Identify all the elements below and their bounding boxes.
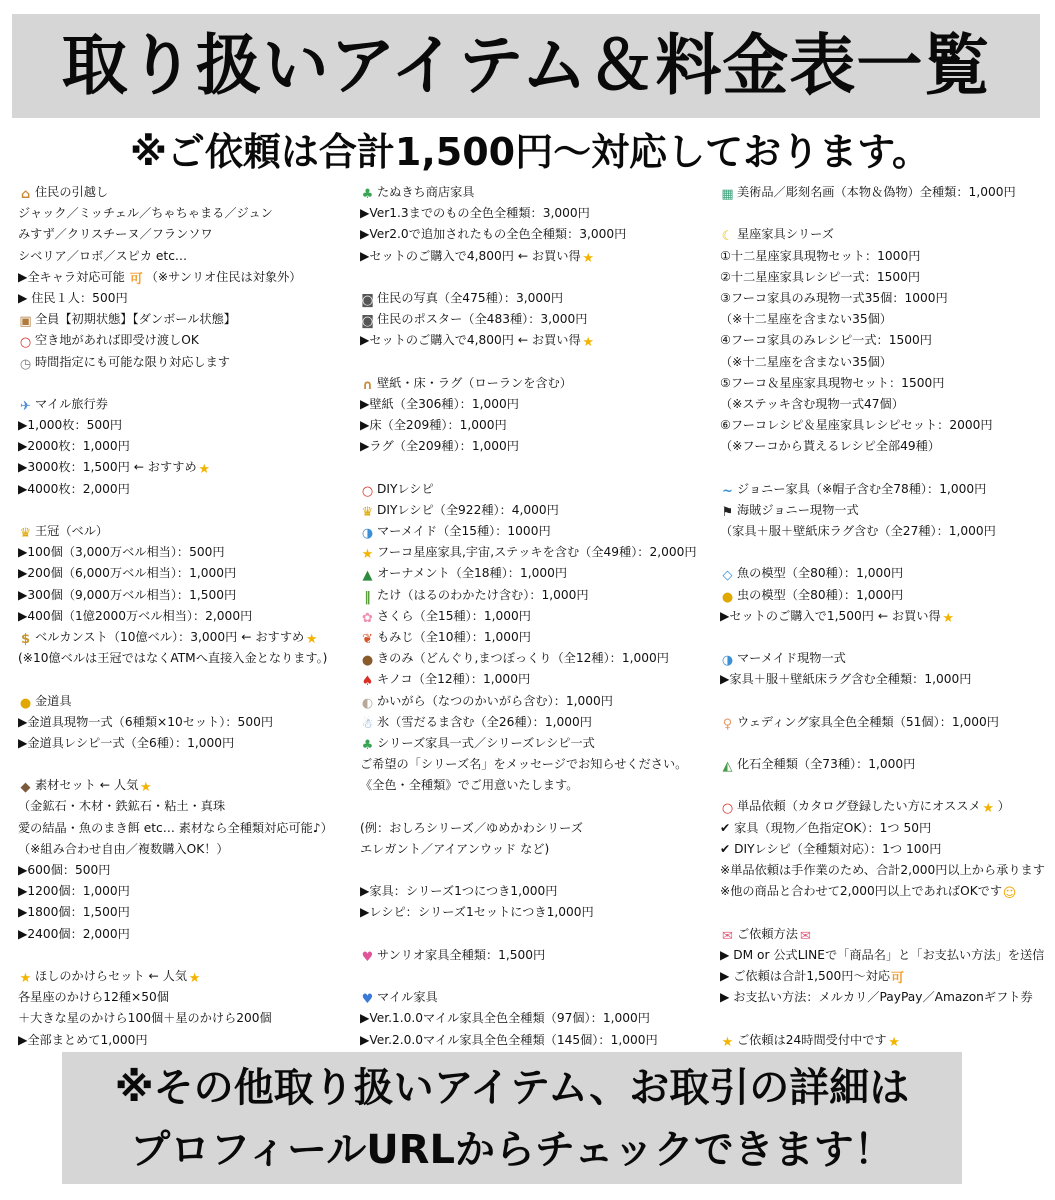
bee-icon: ●: [721, 589, 734, 605]
line-text: ▶400個（1億2000万ベル相当）：2,000円: [18, 608, 253, 623]
price-list-line: [720, 415, 1055, 436]
price-list-line: [360, 373, 725, 394]
mermaid-icon: ◑: [361, 526, 374, 541]
price-list-line: [18, 860, 353, 881]
price-list-line: [18, 691, 353, 712]
line-text: （※十二星座を含まない35個）: [720, 312, 892, 327]
line-text: シベリア／ロボ／スピカ etc…: [18, 248, 188, 263]
price-list-line: [720, 288, 1055, 309]
price-list-line: [18, 521, 353, 542]
line-text: ▶床（全209種）：1,000円: [360, 418, 507, 433]
price-list-line: [18, 1008, 353, 1029]
line-text: ▶セットのご購入で4,800円 ← お買い得: [360, 333, 581, 348]
line-text: ご依頼方法: [737, 926, 798, 941]
price-list-line: [720, 966, 1055, 987]
bride-icon: ♀: [722, 716, 733, 732]
spacer: [360, 966, 725, 987]
line-text: （家具＋服＋壁紙床ラグ含む（全27種）：1,000円: [720, 524, 996, 538]
price-list-line: [720, 563, 1055, 584]
price-list-line: [18, 267, 353, 288]
spacer: [720, 1008, 1055, 1029]
price-list-line: [360, 436, 725, 457]
price-list-line: [360, 1008, 725, 1029]
bamboo-icon: ‖: [364, 589, 371, 605]
star-icon: ★: [305, 631, 318, 647]
line-text: 美術品／彫刻名画（本物＆偽物）全種類：1,000円: [737, 185, 1016, 199]
line-text: 金道具: [35, 693, 72, 708]
price-list-line: [720, 182, 1055, 203]
star-icon: ★: [942, 610, 954, 626]
price-list-line: [18, 352, 353, 373]
line-text: 化石全種類（全73種）：1,000円: [737, 757, 916, 772]
love-letter-icon: ✉: [722, 928, 733, 944]
line-text: ▶全部まとめて1,000円: [18, 1032, 148, 1047]
line-text-suffix: （※サンリオ住民は対象外）: [145, 269, 302, 284]
price-list-line: [720, 987, 1055, 1008]
line-text: （※ステッキ含む現物一式47個）: [720, 396, 904, 411]
price-list-line: [360, 203, 725, 224]
price-list-line: [18, 966, 353, 987]
line-text: 虫の模型（全80種）：1,000円: [737, 587, 904, 602]
price-list-line: [360, 394, 725, 415]
line-text: 住民の引越し: [35, 185, 109, 199]
price-list-line: [18, 246, 353, 267]
price-list-line: [18, 288, 353, 309]
price-list-line: [720, 373, 1055, 394]
price-list-line: [360, 669, 725, 690]
line-text: ⑥フーコレシピ＆星座家具レシピセット：2000円: [720, 418, 993, 433]
footer-text-line-2: プロフィールURLからチェックできます！: [130, 1127, 894, 1173]
price-list-line: [720, 648, 1055, 669]
line-text: DIYレシピ: [377, 481, 434, 496]
price-list-line: [720, 479, 1055, 500]
line-text: ベルカンスト（10億ベル）：3,000円 ← おすすめ: [35, 629, 305, 644]
line-text: ▶ラグ（全209種）：1,000円: [360, 439, 519, 454]
line-text: 王冠（ベル）: [35, 524, 109, 538]
line-text: ご依頼は24時間受付中です: [737, 1032, 887, 1047]
price-list-line: [18, 1030, 353, 1051]
line-text: ジャック／ミッチェル／ちゃちゃまる／ジュン: [18, 206, 273, 221]
line-text: ②十二星座家具レシピ一式：1500円: [720, 269, 921, 284]
price-list-line: [720, 796, 1055, 817]
dolphin-icon: ~: [722, 483, 733, 499]
line-text: 時間指定にも可能な限り対応します: [35, 354, 230, 369]
spacer: [18, 945, 353, 966]
line-text: 壁紙・床・ラグ（ローランを含む）: [377, 375, 572, 390]
price-list-line: [720, 754, 1055, 775]
line-text: ✔ DIYレシピ（全種類対応）：1つ 100円: [720, 841, 942, 856]
line-text: (例：おしろシリーズ／ゆめかわシリーズ: [360, 820, 583, 835]
spacer: [720, 457, 1055, 478]
price-list-line: [720, 818, 1055, 839]
column-middle: [360, 182, 725, 1051]
price-list-line: [18, 712, 353, 733]
price-list-line: [18, 457, 353, 478]
star-icon: ★: [582, 335, 594, 351]
line-text: 愛の結晶・魚のまき餌 etc… 素材なら全種類対応可能♪）: [18, 820, 333, 835]
ka-badge-icon: 可: [129, 271, 143, 287]
moon-icon: ☾: [721, 229, 734, 245]
medal-icon: ●: [19, 695, 32, 711]
line-text: キノコ（全12種）：1,000円: [377, 672, 531, 687]
line-text: マーメイド（全15種）：1000円: [377, 524, 551, 538]
spacer: [720, 627, 1055, 648]
price-list-line: [360, 691, 725, 712]
price-list-line: [360, 500, 725, 521]
line-text: ▶2400個：2,000円: [18, 926, 130, 941]
price-list-line: [360, 987, 725, 1008]
price-list-line: [720, 860, 1055, 881]
spacer: [360, 352, 725, 373]
line-text: たぬきち商店家具: [377, 185, 475, 199]
price-list-line: [360, 775, 725, 796]
price-list-line: [18, 924, 353, 945]
camera-icon: ◙: [361, 292, 374, 308]
line-text: ▶600個：500円: [18, 863, 111, 877]
shell-icon: ◐: [361, 695, 374, 711]
rock-icon: ◆: [20, 780, 31, 796]
mermaid-icon: ◑: [721, 653, 734, 669]
price-list-line: [360, 902, 725, 923]
price-list-line: [18, 627, 353, 648]
love-letter-icon: ✉: [799, 928, 811, 944]
price-list-line: [360, 246, 725, 267]
line-text: シリーズ家具一式／シリーズレシピ一式: [377, 735, 595, 750]
blue-heart-icon: ♥: [361, 992, 374, 1008]
painting-icon: ▦: [721, 187, 734, 202]
price-list-line: [720, 839, 1055, 860]
star-icon: ★: [19, 970, 32, 986]
line-text: ①十二星座家具現物セット：1000円: [720, 248, 921, 263]
line-text: マーメイド現物一式: [737, 651, 846, 666]
price-list-line: [18, 182, 353, 203]
price-list-line: [360, 563, 725, 584]
price-list-line: [360, 733, 725, 754]
blossom-icon: ✿: [362, 610, 373, 626]
footer-text-line-1: ※その他取り扱いアイテム、お取引の詳細は: [114, 1065, 910, 1111]
price-list-line: [720, 330, 1055, 351]
price-list-line: [18, 818, 353, 839]
dinosaur-icon: ◭: [722, 759, 733, 775]
line-text: 各星座のかけら12種×50個: [18, 990, 169, 1005]
price-list-line: [18, 203, 353, 224]
line-text: エレガント／アイアンウッド など): [360, 841, 550, 856]
price-list-line: [360, 330, 725, 351]
line-text: DIYレシピ（全922種）：4,000円: [377, 502, 559, 517]
line-text: (※10億ベルは王冠ではなくATMへ直接入金となります。): [18, 651, 328, 666]
price-list-line: [720, 606, 1055, 627]
column-left: [18, 182, 353, 1051]
tree-icon: ▲: [362, 568, 373, 584]
maple-leaf-icon: ❦: [362, 631, 373, 647]
price-list-line: [18, 394, 353, 415]
star-icon: ★: [188, 970, 201, 986]
price-list-line: [360, 754, 725, 775]
line-text: 住民の写真（全475種）：3,000円: [377, 290, 564, 305]
line-text: ▶1800個：1,500円: [18, 905, 130, 920]
line-text: ▶金道具レシピ一式（全6種）：1,000円: [18, 735, 235, 750]
price-list-line: [18, 330, 353, 351]
line-text: 魚の模型（全80種）：1,000円: [737, 566, 904, 581]
line-text: もみじ（全10種）：1,000円: [377, 629, 531, 644]
line-text: ▶300個（9,000万ベル相当）：1,500円: [18, 587, 237, 602]
line-text: （※組み合わせ自由／複数購入OK！）: [18, 841, 229, 856]
line-text: 《全色・全種類》でご用意いたします。: [360, 778, 579, 793]
line-text: ▶Ver.2.0.0マイル家具全色全種類（145個）：1,000円: [360, 1032, 658, 1047]
line-text: ▶ 住民１人：500円: [18, 290, 128, 305]
price-list-line: [360, 288, 725, 309]
price-list-line: [18, 987, 353, 1008]
line-text: ▶家具：シリーズ1つにつき1,000円: [360, 884, 558, 899]
price-list-line: [360, 606, 725, 627]
line-text: ▶ DM or 公式LINEで「商品名」と「お支払い方法」を送信: [720, 947, 1045, 962]
fish-icon: ◇: [722, 568, 733, 584]
spacer: [360, 457, 725, 478]
price-list-line: [720, 585, 1055, 606]
pink-heart-icon: ♥: [361, 949, 374, 965]
line-text: ▶ ご依頼は合計1,500円〜対応: [720, 968, 891, 983]
line-text: ✔ 家具（現物／色指定OK）：1つ 50円: [720, 820, 932, 835]
crown-icon: ♛: [361, 504, 374, 520]
line-text: ▶1200個：1,000円: [18, 884, 130, 899]
price-list-line: [360, 479, 725, 500]
price-list-line: [18, 436, 353, 457]
line-text: みすず／クリスチーヌ／フランソワ: [18, 227, 213, 242]
money-bag-icon: $: [20, 631, 31, 647]
price-list-line: [720, 246, 1055, 267]
line-text: 空き地があれば即受け渡しOK: [35, 333, 199, 348]
line-text: ウェディング家具全色全種類（51個）：1,000円: [737, 714, 999, 729]
price-list-line: [360, 839, 725, 860]
price-list-line: [18, 585, 353, 606]
clover-icon: ♣: [361, 187, 374, 202]
spacer: [360, 796, 725, 817]
line-text: ※単品依頼は手作業のため、合計2,000円以上から承ります: [720, 863, 1045, 877]
line-text: ▶100個（3,000万ベル相当）：500円: [18, 545, 225, 560]
line-text: ご希望の「シリーズ名」をメッセージでお知らせください。: [360, 757, 688, 772]
line-text: ほしのかけらセット ← 人気: [35, 968, 188, 983]
acorn-icon: ●: [361, 653, 374, 669]
price-list-line: [360, 1030, 725, 1051]
line-text: ④フーコ家具のみレシピ一式：1500円: [720, 333, 932, 348]
price-list-line: [18, 415, 353, 436]
line-text: ▶3000枚：1,500円 ← おすすめ: [18, 460, 197, 475]
house-icon: ⌂: [20, 187, 31, 202]
price-list-line: [720, 1030, 1055, 1051]
line-text: ▶家具＋服＋壁紙床ラグ含む全種類：1,000円: [720, 672, 972, 687]
price-list-line: [720, 712, 1055, 733]
spacer: [720, 691, 1055, 712]
line-text: フーコ星座家具,宇宙,ステッキを含む（全49種）：2,000円: [377, 545, 697, 560]
line-text: かいがら（なつのかいがら含む）：1,000円: [377, 693, 613, 708]
line-text: オーナメント（全18種）：1,000円: [377, 566, 568, 581]
price-list-line: [18, 563, 353, 584]
line-text: ▶セットのご購入で4,800円 ← お買い得: [360, 248, 581, 263]
line-text: （金鉱石・木材・鉄鉱石・粘土・真珠: [18, 799, 226, 814]
star-icon: ★: [198, 462, 211, 478]
circle-icon: ○: [721, 801, 734, 817]
circle-icon: ○: [19, 335, 32, 351]
line-text: マイル家具: [377, 990, 438, 1005]
page-subtitle: ※ご依頼は合計1,500円〜対応しております。: [129, 130, 931, 174]
snowman-icon: ☃: [361, 716, 374, 732]
price-list-line: [720, 394, 1055, 415]
price-list-line: [18, 542, 353, 563]
line-text: ▶Ver.1.0.0マイル家具全色全種類（97個）：1,000円: [360, 1011, 650, 1026]
line-text: 海賊ジョニー現物一式: [737, 502, 859, 517]
column-right: [720, 182, 1055, 1051]
line-text: きのみ（どんぐり,まつぼっくり（全12種）：1,000円: [377, 651, 669, 666]
price-list-line: [720, 500, 1055, 521]
price-list-line: [18, 606, 353, 627]
line-text: たけ（はるのわかたけ含む）：1,000円: [377, 587, 589, 602]
price-list-line: [720, 352, 1055, 373]
spacer: [18, 373, 353, 394]
line-text: ジョニー家具（※帽子含む全78種）：1,000円: [737, 481, 987, 496]
price-list-line: [720, 881, 1055, 902]
line-text: ▶2000枚：1,000円: [18, 439, 130, 454]
price-list-line: [720, 309, 1055, 330]
price-list-line: [18, 839, 353, 860]
line-text: ▶200個（6,000万ベル相当）：1,000円: [18, 566, 237, 581]
spacer: [720, 733, 1055, 754]
star-icon: ★: [361, 547, 374, 563]
line-text: ▶全キャラ対応可能: [18, 269, 129, 284]
price-list-line: [360, 648, 725, 669]
line-text: 全員【初期状態】【ダンボール状態】: [35, 312, 236, 327]
line-text: ▶ お支払い方法：メルカリ／PayPay／Amazonギフト券: [720, 990, 1033, 1005]
line-text: ▶4000枚：2,000円: [18, 481, 130, 496]
spacer: [720, 902, 1055, 923]
line-text: ⑤フーコ＆星座家具現物セット：1500円: [720, 375, 945, 390]
star-icon: ★: [982, 801, 994, 817]
star-icon: ★: [721, 1034, 734, 1050]
camel-icon: ∩: [362, 377, 373, 393]
price-list-line: [18, 309, 353, 330]
price-list-line: [18, 224, 353, 245]
price-list-line: [18, 902, 353, 923]
line-text: サンリオ家具全種類：1,500円: [377, 947, 546, 962]
line-text: 氷（雪だるま含む（全26種）：1,000円: [377, 714, 592, 729]
price-list-line: [720, 924, 1055, 945]
price-list-line: [360, 881, 725, 902]
line-text: ▶Ver2.0で追加されたもの全色全種類：3,000円: [360, 227, 627, 242]
line-text: ③フーコ家具のみ現物一式35個：1000円: [720, 290, 948, 305]
spacer: [720, 775, 1055, 796]
price-list-line: [720, 436, 1055, 457]
price-list-line: [18, 733, 353, 754]
price-list-line: [18, 479, 353, 500]
stopwatch-icon: ◷: [19, 356, 32, 372]
spacer: [360, 267, 725, 288]
line-text: 素材セット ← 人気: [35, 778, 139, 793]
price-list-line: [360, 542, 725, 563]
star-icon: ★: [139, 780, 152, 796]
price-list-line: [720, 945, 1055, 966]
price-list-line: [720, 669, 1055, 690]
line-text: ▶1,000枚：500円: [18, 418, 123, 433]
line-text: ▶セットのご購入で1,500円 ← お買い得: [720, 608, 941, 623]
price-list-line: [360, 521, 725, 542]
line-text: ※他の商品と合わせて2,000円以上であればOKです: [720, 884, 1003, 899]
line-text-suffix: ）: [997, 799, 1010, 814]
spacer: [720, 203, 1055, 224]
price-list-line: [720, 267, 1055, 288]
price-list-line: [360, 945, 725, 966]
price-list-line: [360, 627, 725, 648]
line-text: マイル旅行券: [35, 396, 108, 411]
pirate-flag-icon: ⚑: [721, 504, 734, 520]
price-list-line: [360, 712, 725, 733]
camera-icon: ◙: [361, 314, 374, 330]
price-list-line: [360, 224, 725, 245]
spacer: [18, 754, 353, 775]
star-icon: ★: [888, 1034, 900, 1050]
price-list-line: [720, 521, 1055, 542]
price-list-line: [360, 309, 725, 330]
spacer: [18, 669, 353, 690]
price-list-line: [18, 796, 353, 817]
circle-icon: ○: [361, 483, 374, 499]
line-text: 単品依頼（カタログ登録したい方にオススメ: [737, 799, 981, 814]
line-text: さくら（全15種）：1,000円: [377, 608, 531, 623]
spacer: [360, 860, 725, 881]
spacer: [18, 500, 353, 521]
mushroom-icon: ♠: [361, 674, 374, 690]
line-text: ▶金道具現物一式（6種類×10セット）：500円: [18, 714, 274, 729]
price-list-line: [18, 775, 353, 796]
price-list-line: [18, 881, 353, 902]
price-list-line: [360, 818, 725, 839]
page-title: 取り扱いアイテム＆料金表一覧: [61, 27, 991, 104]
line-text: ＋大きな星のかけら100個＋星のかけら200個: [18, 1011, 272, 1026]
line-text: ▶レシピ：シリーズ1セットにつき1,000円: [360, 905, 594, 920]
price-list-line: [360, 182, 725, 203]
line-text: ▶壁紙（全306種）：1,000円: [360, 396, 519, 411]
price-list-line: [360, 415, 725, 436]
price-list-line: [720, 224, 1055, 245]
clover-icon: ♣: [361, 737, 374, 753]
ka-badge-icon: 可: [891, 970, 905, 986]
crown-icon: ♛: [19, 526, 32, 541]
line-text: （※十二星座を含まない35個）: [720, 354, 892, 369]
smile-icon: ☺: [1002, 886, 1017, 902]
price-list-line: [360, 585, 725, 606]
line-text: 住民のポスター（全483種）：3,000円: [377, 312, 588, 327]
line-text: ▶Ver1.3までのもの全色全種類：3,000円: [360, 206, 590, 221]
spacer: [720, 542, 1055, 563]
price-list-line: [18, 648, 353, 669]
line-text: 星座家具シリーズ: [737, 227, 834, 242]
package-icon: ▣: [19, 314, 32, 330]
spacer: [360, 924, 725, 945]
line-text: （※フーコから貰えるレシピ全部49種）: [720, 439, 941, 454]
airplane-icon: ✈: [20, 398, 31, 414]
star-icon: ★: [582, 250, 594, 266]
